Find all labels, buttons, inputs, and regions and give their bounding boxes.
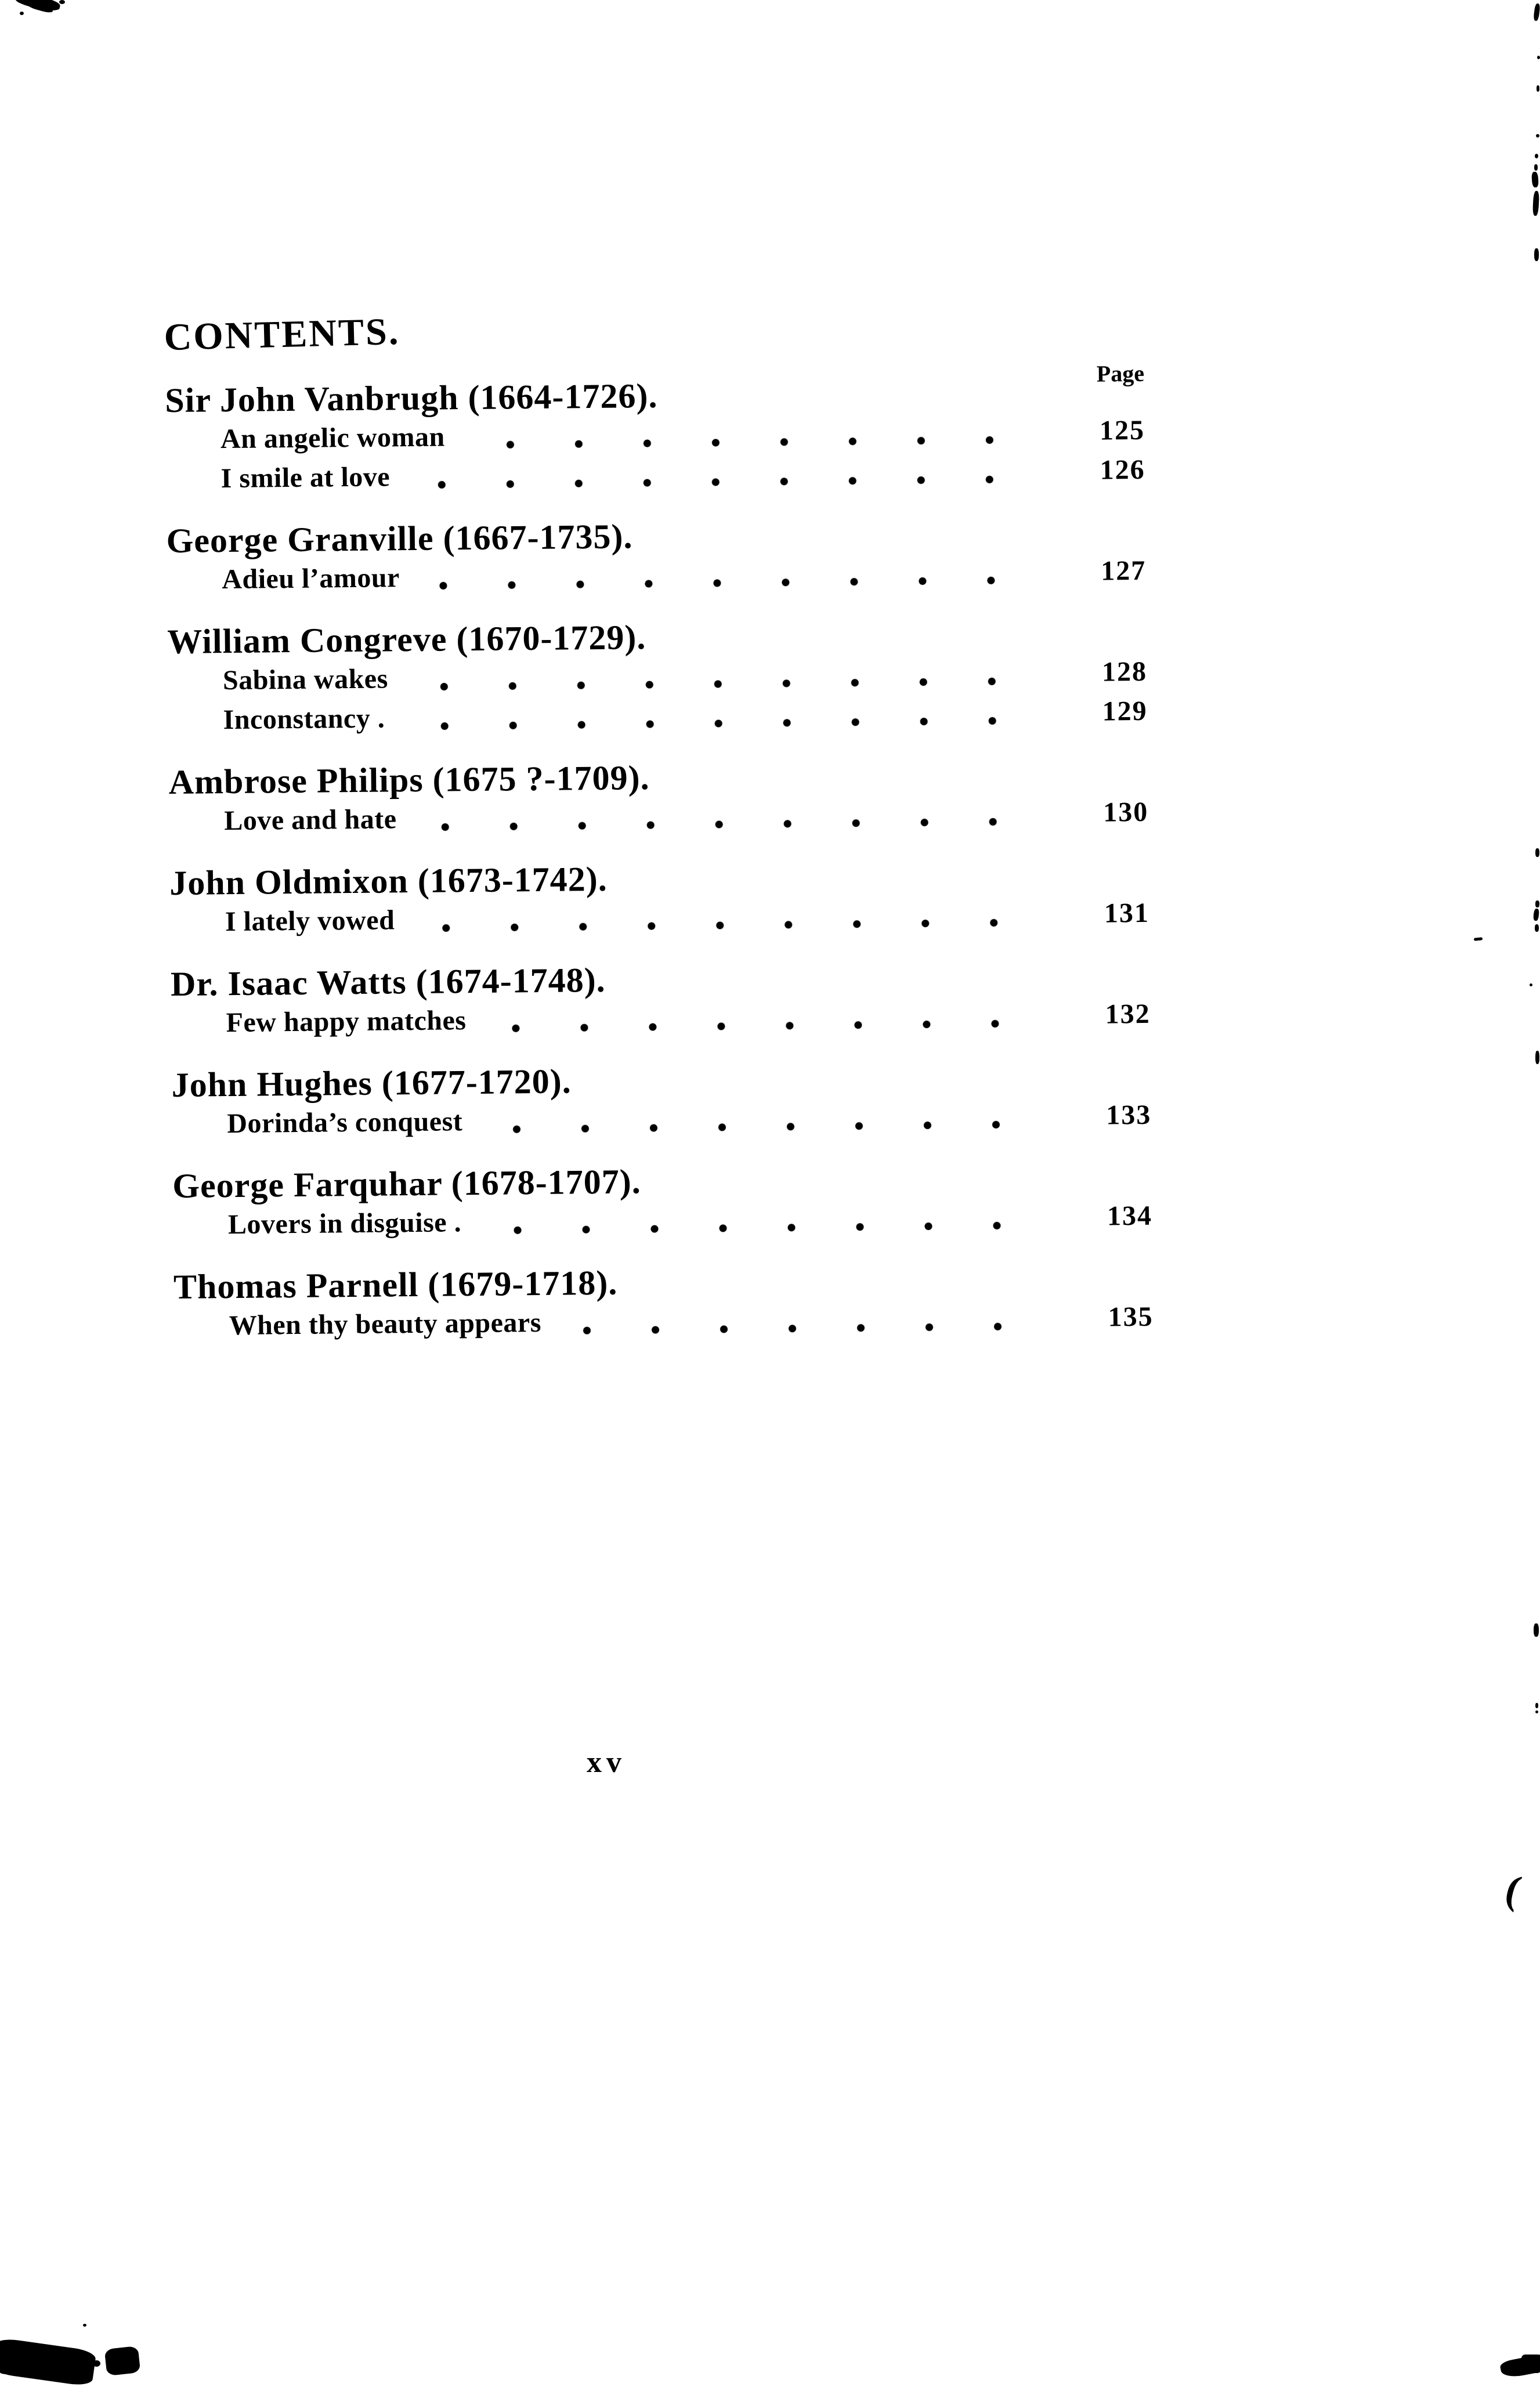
- ink-mark-right-edge: [1533, 3, 1540, 21]
- entry-page-number: 126: [1100, 454, 1145, 486]
- toc-entry: [229, 1297, 1154, 1346]
- author-heading: George Farquhar (1678-1707).: [172, 1162, 641, 1206]
- ink-mark-bottom-left: [0, 2356, 73, 2374]
- entry-title: I lately vowed: [225, 905, 395, 938]
- dot-leader: [413, 676, 1055, 692]
- entry-page-number: 134: [1107, 1200, 1153, 1232]
- author-heading: Ambrose Philips (1675 ?-1709).: [168, 758, 650, 802]
- ink-mark-top-left: [20, 12, 24, 15]
- ink-mark-right-edge: [1537, 85, 1539, 92]
- entry-title: I smile at love: [220, 461, 391, 494]
- toc-section: [168, 753, 1148, 841]
- toc-entry: [220, 450, 1145, 498]
- entry-title: Dorinda’s conquest: [227, 1106, 463, 1140]
- dot-leader: [421, 816, 1057, 832]
- toc-section: [173, 1258, 1154, 1346]
- ink-mark-right-edge: [1533, 909, 1539, 921]
- entry-title: Inconstancy .: [223, 703, 385, 736]
- entry-title: An angelic woman: [220, 421, 445, 455]
- toc-section: [166, 512, 1146, 600]
- entry-page-number: 130: [1102, 796, 1149, 828]
- ink-mark-right-edge: [1535, 1051, 1539, 1064]
- toc-entry: [224, 793, 1149, 841]
- entry-page-number: 129: [1102, 695, 1148, 727]
- entry-title: Few happy matches: [226, 1005, 467, 1039]
- toc-section: [167, 613, 1148, 740]
- ink-mark-right-edge: [1534, 248, 1539, 261]
- ink-mark-bottom-left: [104, 2346, 140, 2376]
- ink-mark-right-edge: [1531, 172, 1539, 188]
- dot-leader: [469, 435, 1053, 450]
- dot-leader: [409, 715, 1056, 731]
- ink-mark-bottom-right: [1521, 2355, 1540, 2373]
- toc-entry: [222, 551, 1147, 599]
- entry-page-number: 135: [1108, 1301, 1154, 1333]
- entry-title: When thy beauty appears: [229, 1307, 542, 1341]
- toc-section: [171, 955, 1151, 1043]
- toc-section: [172, 1157, 1152, 1245]
- ink-mark-right-edge: [1535, 154, 1538, 158]
- author-heading: Sir John Vanbrugh (1664-1726).: [165, 376, 658, 420]
- ink-mark-paren: (: [1501, 1867, 1525, 1914]
- ink-mark-bottom-left: [93, 2360, 100, 2367]
- toc-entry: [223, 692, 1148, 740]
- entry-page-number: 132: [1105, 998, 1151, 1030]
- toc-entry: [225, 894, 1150, 942]
- folio-page-number: xv: [587, 1746, 626, 1779]
- dot-leader: [424, 575, 1055, 590]
- ink-mark-right-edge: [1535, 1703, 1538, 1708]
- toc-section: [171, 1056, 1151, 1144]
- entry-title: Sabina wakes: [222, 663, 388, 696]
- dot-leader: [486, 1220, 1061, 1235]
- entry-title: Love and hate: [224, 804, 397, 837]
- entry-title: Lovers in disguise .: [227, 1207, 462, 1240]
- toc-entry: [227, 1095, 1152, 1144]
- ink-mark-right-edge: [1534, 1623, 1539, 1637]
- author-heading: John Oldmixon (1673-1742).: [169, 859, 608, 903]
- ink-mark-right-edge: [1530, 983, 1532, 986]
- ink-mark-right-edge: [1536, 134, 1539, 138]
- author-heading: Dr. Isaac Watts (1674-1748).: [170, 960, 606, 1004]
- toc-entry: [226, 994, 1151, 1043]
- ink-mark-bottom-left: [83, 2324, 86, 2327]
- ink-mark-middle-dash: [1474, 937, 1483, 941]
- ink-mark-right-edge: [1534, 164, 1538, 171]
- entry-title: Adieu l’amour: [222, 562, 400, 595]
- ink-mark-right-edge: [1535, 848, 1539, 857]
- author-heading: Thomas Parnell (1679-1718).: [173, 1263, 618, 1307]
- entry-page-number: 128: [1101, 656, 1148, 688]
- ink-mark-right-edge: [1532, 191, 1539, 216]
- ink-mark-top-left: [59, 0, 65, 4]
- entry-page-number: 127: [1100, 555, 1147, 587]
- ink-mark-right-edge: [1535, 1710, 1538, 1713]
- dot-leader: [566, 1321, 1062, 1335]
- toc-section: [165, 371, 1145, 499]
- contents-page: [164, 307, 1154, 1346]
- author-heading: William Congreve (1670-1729).: [167, 618, 646, 661]
- toc-entry: [228, 1196, 1153, 1245]
- page-title: CONTENTS.: [163, 310, 401, 359]
- dot-leader: [487, 1119, 1060, 1134]
- entry-page-number: 133: [1105, 1099, 1152, 1131]
- dot-leader: [419, 917, 1058, 933]
- toc-sections: [165, 371, 1154, 1346]
- dot-leader: [414, 474, 1054, 490]
- dot-leader: [491, 1018, 1059, 1033]
- toc-section: [169, 854, 1149, 942]
- ink-mark-right-edge: [1535, 900, 1539, 907]
- author-heading: George Granville (1667-1735).: [166, 517, 633, 560]
- ink-mark-right-edge: [1537, 56, 1540, 59]
- ink-mark-right-edge: [1535, 924, 1539, 932]
- author-heading: John Hughes (1677-1720).: [171, 1062, 572, 1105]
- entry-page-number: 125: [1099, 414, 1145, 446]
- page-column-header: Page: [1096, 360, 1145, 387]
- entry-page-number: 131: [1104, 897, 1150, 929]
